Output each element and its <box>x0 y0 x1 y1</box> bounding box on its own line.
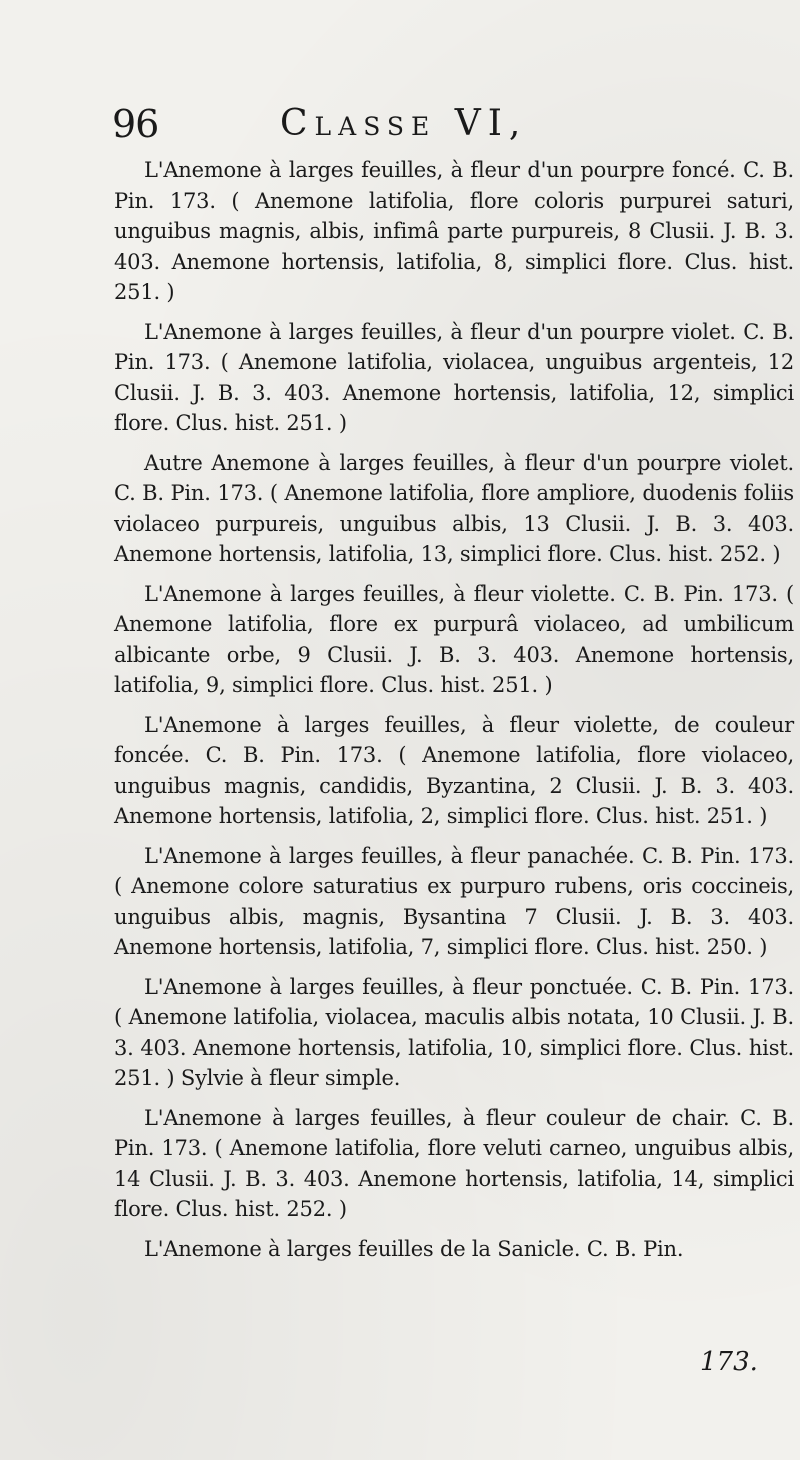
entry-paragraph: L'Anemone à larges feuilles, à fleur violette. C. B. Pin. 173. ( Anemone latifolia, flore ex purpurâ violaceo, ad umbilicum albicante orbe, 9 Clusii. J. B. 3. 403. Anemone hortensis, latifolia, 9, simplici flore. Clus. hist. 251. ) <box>114 581 794 697</box>
catchword: 173. <box>700 1347 758 1377</box>
entries-list <box>114 155 794 1273</box>
entry-paragraph: L'Anemone à larges feuilles, à fleur panachée. C. B. Pin. 173. ( Anemone colore saturatius ex purpuro rubens, oris coccineis, unguibus albis, magnis, Bysantina 7 Clusii. J. B. 3. 403. Anemone hortensis, latifolia, 7, simplici flore. Clus. hist. 250. ) <box>114 843 794 959</box>
entry-paragraph: L'Anemone à larges feuilles, à fleur couleur de chair. C. B. Pin. 173. ( Anemone latifolia, flore veluti carneo, unguibus albis, 14 Clusii. J. B. 3. 403. Anemone hortensis, latifolia, 14, simplici flore. Clus. hist. 252. ) <box>114 1105 794 1221</box>
page-header <box>112 100 712 150</box>
page-number: 96 <box>112 102 159 146</box>
entry-paragraph: Autre Anemone à larges feuilles, à fleur d'un pourpre violet. C. B. Pin. 173. ( Anemone latifolia, flore ampliore, duodenis foliis violaceo purpureis, unguibus albis, 13 Clusii. J. B. 3. 403. Anemone hortensis, latifolia, 13, simplici flore. Clus. hist. 252. ) <box>114 450 794 566</box>
entry-paragraph: L'Anemone à larges feuilles, à fleur violette, de couleur foncée. C. B. Pin. 173. ( Anemone latifolia, flore violaceo, unguibus magnis, candidis, Byzantina, 2 Clusii. J. B. 3. 403. Anemone hortensis, latifolia, 2, simplici flore. Clus. hist. 251. ) <box>114 712 794 828</box>
entry-paragraph: L'Anemone à larges feuilles, à fleur ponctuée. C. B. Pin. 173. ( Anemone latifolia, violacea, maculis albis notata, 10 Clusii. J. B. 3. 403. Anemone hortensis, latifolia, 10, simplici flore. Clus. hist. 251. ) Sylvie à fleur simple. <box>114 974 794 1090</box>
running-head: Classe VI, <box>280 103 528 144</box>
entry-paragraph: L'Anemone à larges feuilles, à fleur d'un pourpre foncé. C. B. Pin. 173. ( Anemone latifolia, flore coloris purpurei saturi, unguibus magnis, albis, infimâ parte purpureis, 8 Clusii. J. B. 3. 403. Anemone hortensis, latifolia, 8, simplici flore. Clus. hist. 251. ) <box>114 158 794 304</box>
entry-paragraph: L'Anemone à larges feuilles, à fleur d'un pourpre violet. C. B. Pin. 173. ( Anemone latifolia, violacea, unguibus argenteis, 12 Clusii. J. B. 3. 403. Anemone hortensis, latifolia, 12, simplici flore. Clus. hist. 251. ) <box>114 319 794 435</box>
entry-paragraph: L'Anemone à larges feuilles de la Sanicle. C. B. Pin. <box>144 1236 684 1261</box>
